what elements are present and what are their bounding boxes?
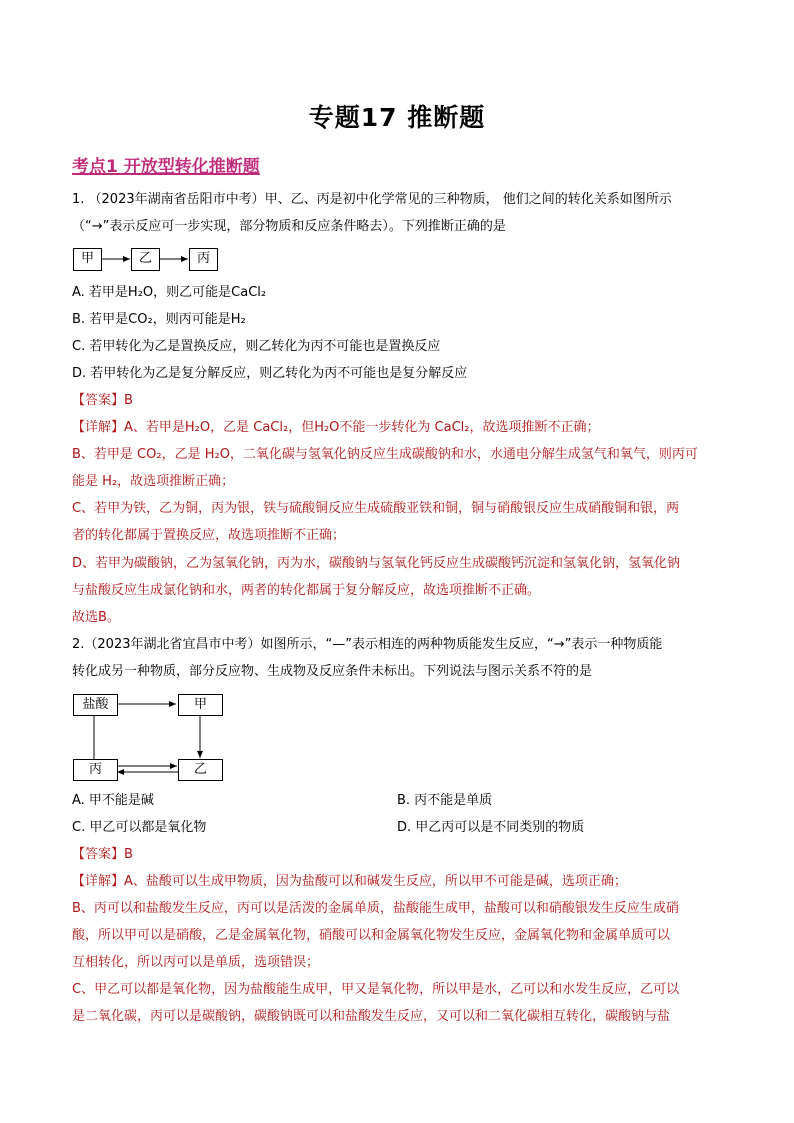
- q1-box-yi: 乙: [131, 248, 160, 271]
- q1-option-c: C. 若甲转化为乙是置换反应，则乙转化为丙不可能也是置换反应: [72, 339, 441, 354]
- q2-explanation-1: 【详解】A、盐酸可以生成甲物质，因为盐酸可以和碱发生反应，所以甲不可能是碱，选项正确；: [72, 874, 627, 889]
- q1-explanation-2: B、若甲是 CO₂，乙是 H₂O，二氧化碳与氢氧化钠反应生成碳酸钠和水，水通电分解生成氢气和氧气，则丙可: [72, 447, 698, 462]
- q1-explanation-3: 能是 H₂，故选项推断正确；: [72, 474, 235, 489]
- q1-option-b: B. 若甲是CO₂，则丙可能是H₂: [72, 312, 246, 327]
- q1-box-bing: 丙: [189, 248, 218, 271]
- q2-box-hcl: 盐酸: [73, 694, 118, 716]
- section-heading: 考点1 开放型转化推断题: [72, 157, 260, 177]
- q2-explanation-3: 酸，所以甲可以是硝酸，乙是金属氧化物，硝酸可以和金属氧化物发生反应，金属氧化物和金属单质可以: [72, 928, 671, 943]
- q2-stem-line2: 转化成另一种物质，部分反应物、生成物及反应条件未标出。下列说法与图示关系不符的是: [72, 664, 593, 679]
- q2-answer: 【答案】B: [72, 847, 133, 862]
- q2-option-a: A. 甲不能是碱: [72, 793, 154, 808]
- q1-stem-line1: 1. （2023年湖南省岳阳市中考）甲、乙、丙是初中化学常见的三种物质， 他们之间的转化关系如图所示: [72, 192, 672, 207]
- q2-stem-line1: 2.（2023年湖北省宜昌市中考）如图所示，“—”表示相连的两种物质能发生反应，“→”表示一种物质能: [72, 637, 663, 652]
- q2-box-jia: 甲: [178, 694, 223, 716]
- q1-stem-line2: （“→”表示反应可一步实现，部分物质和反应条件略去）。下列推断正确的是: [72, 219, 506, 234]
- q1-explanation-1: 【详解】A、若甲是H₂O，乙是 CaCl₂，但H₂O不能一步转化为 CaCl₂，故选项推断不正确；: [72, 420, 600, 435]
- q1-explanation-4: C、若甲为铁，乙为铜，丙为银，铁与硫酸铜反应生成硫酸亚铁和铜，铜与硝酸银反应生成硝酸铜和银，两: [72, 501, 680, 516]
- q2-option-d: D. 甲乙丙可以是不同类别的物质: [397, 820, 585, 835]
- q1-explanation-7: 与盐酸反应生成氯化钠和水，两者的转化都属于复分解反应，故选项推断不正确。: [72, 583, 541, 598]
- q1-explanation-8: 故选B。: [72, 610, 120, 625]
- q2-box-yi: 乙: [178, 759, 223, 781]
- q2-option-c: C. 甲乙可以都是氧化物: [72, 820, 207, 835]
- q1-explanation-6: D、若甲为碳酸钠，乙为氢氧化钠，丙为水，碳酸钠与氢氧化钙反应生成碳酸钙沉淀和氢氧化钠，氢氧化钠: [72, 556, 681, 571]
- q1-option-a: A. 若甲是H₂O，则乙可能是CaCl₂: [72, 285, 267, 300]
- q2-option-b: B. 丙不能是单质: [397, 793, 493, 808]
- q1-box-jia: 甲: [73, 248, 102, 271]
- q2-box-bing: 丙: [73, 759, 118, 781]
- q2-explanation-4: 互相转化，所以丙可以是单质，选项错误；: [72, 955, 320, 970]
- q1-option-d: D. 若甲转化为乙是复分解反应，则乙转化为丙不可能也是复分解反应: [72, 366, 468, 381]
- q2-explanation-6: 是二氧化碳，丙可以是碳酸钠，碳酸钠既可以和盐酸发生反应，又可以和二氧化碳相互转化，碳酸钠与盐: [72, 1009, 671, 1024]
- q2-explanation-2: B、丙可以和盐酸发生反应，丙可以是活泼的金属单质，盐酸能生成甲，盐酸可以和硝酸银发生反应生成硝: [72, 901, 679, 916]
- q1-answer: 【答案】B: [72, 393, 133, 408]
- q1-explanation-5: 者的转化都属于置换反应，故选项推断不正确；: [72, 528, 346, 543]
- page-title: 专题17 推断题: [308, 103, 486, 132]
- q2-explanation-5: C、甲乙可以都是氧化物，因为盐酸能生成甲，甲又是氧化物，所以甲是水，乙可以和水发生反应，乙可以: [72, 982, 680, 997]
